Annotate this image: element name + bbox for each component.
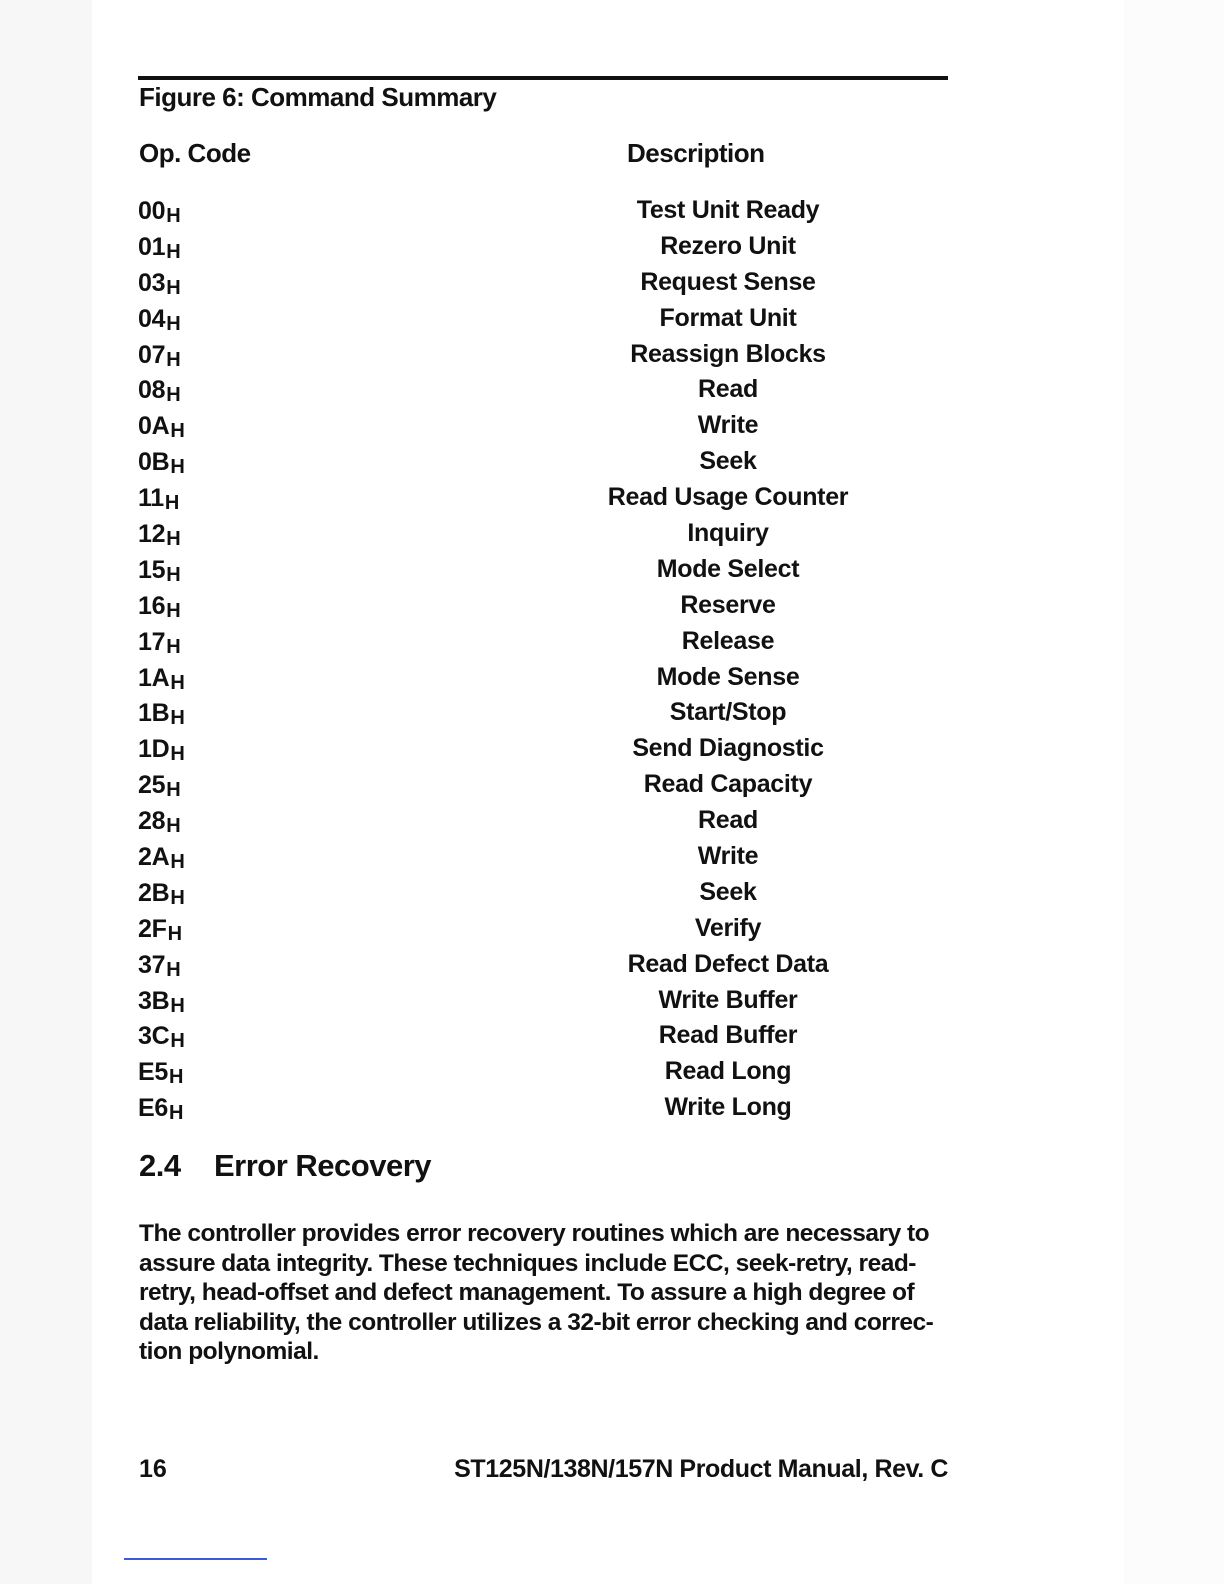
description-cell: Seek	[699, 447, 757, 476]
description-cell: Write	[697, 842, 759, 871]
op-code-cell	[138, 197, 180, 226]
description-cell: Rezero Unit	[660, 231, 796, 260]
op-code-value: 3C	[138, 1022, 170, 1051]
description-cell: Read	[698, 375, 758, 404]
hex-suffix: H	[166, 240, 181, 263]
table-row	[138, 195, 818, 231]
op-code-cell	[138, 735, 185, 764]
description-cell: Seek	[699, 877, 757, 906]
op-code-cell	[138, 556, 180, 585]
op-code-value: 12	[138, 520, 166, 549]
description-cell: Read Usage Counter	[607, 483, 849, 512]
description-cell: Verify	[694, 913, 762, 942]
op-code-value: 25	[138, 771, 166, 800]
table-row	[138, 662, 818, 698]
scan-margin-left	[0, 0, 92, 1584]
op-code-cell	[138, 1094, 183, 1123]
hex-suffix: H	[170, 420, 185, 443]
op-code-cell	[138, 520, 180, 549]
hex-suffix: H	[166, 528, 181, 551]
section-title: Error Recovery	[214, 1148, 432, 1183]
op-code-cell	[138, 1022, 185, 1051]
body-text-line: data reliability, the controller utilizes a 32-bit error checking and correc-	[139, 1308, 934, 1336]
description-cell: Mode Sense	[656, 662, 800, 691]
description-cell: Read Long	[664, 1057, 792, 1086]
table-row	[138, 554, 818, 590]
hex-suffix: H	[166, 205, 181, 227]
description-cell: Reassign Blocks	[630, 339, 826, 368]
op-code-value: 07	[138, 340, 166, 369]
description-cell: Format Unit	[659, 303, 797, 332]
table-row	[138, 626, 818, 662]
op-code-value: 2B	[138, 878, 170, 907]
op-code-cell	[138, 484, 179, 513]
description-cell: Read Buffer	[658, 1021, 798, 1050]
op-code-value: 28	[138, 807, 166, 836]
op-code-cell	[138, 233, 180, 262]
op-code-value: 08	[138, 376, 166, 405]
table-row	[138, 303, 818, 339]
op-code-value: 1D	[138, 735, 170, 764]
section-number: 2.4	[139, 1148, 181, 1183]
op-code-cell	[138, 664, 185, 693]
op-code-cell	[138, 699, 185, 728]
body-text-line: tion polynomial.	[139, 1338, 319, 1365]
section-heading	[139, 1148, 431, 1184]
op-code-cell	[138, 987, 185, 1016]
op-code-value: 04	[138, 304, 166, 333]
op-code-cell	[138, 843, 185, 872]
hex-suffix: H	[170, 994, 185, 1017]
table-row	[138, 446, 818, 482]
hex-suffix: H	[166, 563, 181, 586]
table-row	[138, 518, 818, 554]
table-row	[138, 1092, 818, 1128]
op-code-cell	[138, 341, 180, 370]
section-body-paragraph	[139, 1219, 949, 1367]
description-cell: Mode Select	[656, 554, 800, 583]
table-row	[138, 769, 818, 805]
description-column-header: Description	[627, 138, 765, 168]
table-row	[138, 267, 818, 303]
hex-suffix: H	[166, 276, 181, 299]
table-row	[138, 733, 824, 769]
body-text-line: retry, head-offset and defect management. To assure a high degree of	[139, 1279, 915, 1306]
table-row	[138, 949, 829, 985]
hex-suffix: H	[167, 922, 182, 945]
hex-suffix: H	[170, 671, 185, 694]
op-code-cell	[138, 305, 180, 334]
manual-title: ST125N/138N/157N Product Manual, Rev. C	[454, 1455, 948, 1483]
hex-suffix: H	[168, 1102, 184, 1125]
op-code-cell	[138, 879, 185, 908]
op-code-value: 03	[138, 268, 166, 297]
op-code-value: 2F	[138, 914, 167, 943]
description-cell: Read	[698, 806, 758, 835]
op-code-value: 0B	[138, 448, 170, 477]
description-cell: Start/Stop	[669, 698, 787, 727]
op-code-cell	[138, 771, 180, 800]
table-row	[138, 985, 818, 1021]
op-code-value: 11	[138, 484, 164, 513]
op-code-value: E6	[138, 1094, 168, 1123]
hex-suffix: H	[166, 779, 181, 802]
op-code-value: 0A	[138, 412, 170, 441]
table-row	[138, 913, 818, 949]
op-code-column-header: Op. Code	[139, 138, 251, 168]
description-cell: Request Sense	[640, 267, 816, 296]
op-code-cell	[138, 915, 182, 944]
op-code-cell	[138, 592, 180, 621]
description-cell: Read Capacity	[643, 770, 813, 799]
body-text-line: assure data integrity. These techniques include ECC, seek-retry, read-	[139, 1249, 916, 1277]
table-row	[138, 339, 826, 375]
hex-suffix: H	[168, 1066, 184, 1089]
hex-suffix: H	[166, 312, 181, 335]
table-row	[138, 841, 818, 877]
op-code-value: 15	[138, 555, 166, 584]
hex-suffix: H	[166, 958, 181, 981]
description-cell: Send Diagnostic	[632, 734, 824, 763]
hex-suffix: H	[166, 815, 181, 838]
command-summary-table	[138, 195, 849, 1128]
table-row	[138, 590, 818, 626]
description-cell: Read Defect Data	[627, 949, 829, 978]
description-cell: Reserve	[680, 590, 776, 619]
op-code-value: 16	[138, 591, 166, 620]
hex-suffix: H	[170, 743, 185, 766]
op-code-cell	[138, 448, 185, 477]
table-row	[138, 1056, 818, 1092]
table-row	[138, 374, 818, 410]
scan-margin-right	[1124, 0, 1224, 1584]
hex-suffix: H	[166, 348, 181, 371]
op-code-value: 37	[138, 950, 166, 979]
description-cell: Release	[681, 626, 775, 655]
table-row	[138, 1020, 818, 1056]
op-code-cell	[138, 269, 180, 298]
description-cell: Write	[697, 411, 759, 440]
figure-top-rule	[138, 76, 948, 80]
hex-suffix: H	[166, 635, 181, 658]
hex-suffix: H	[170, 1030, 185, 1053]
op-code-cell	[138, 628, 180, 657]
op-code-value: 2A	[138, 843, 170, 872]
op-code-value: 00	[138, 197, 166, 225]
op-code-value: 1A	[138, 663, 170, 692]
table-row	[138, 410, 818, 446]
description-cell: Write Buffer	[658, 985, 798, 1014]
bottom-blue-underline	[124, 1558, 267, 1560]
op-code-value: 1B	[138, 699, 170, 728]
page-number: 16	[139, 1455, 167, 1483]
op-code-cell	[138, 376, 180, 405]
hex-suffix: H	[170, 456, 185, 479]
hex-suffix: H	[170, 707, 185, 730]
op-code-cell	[138, 1058, 183, 1087]
op-code-cell	[138, 412, 185, 441]
op-code-value: 17	[138, 627, 166, 656]
figure-title: Figure 6: Command Summary	[139, 82, 497, 112]
table-row	[138, 697, 818, 733]
table-row	[138, 231, 818, 267]
description-cell: Write Long	[664, 1093, 792, 1122]
hex-suffix: H	[170, 851, 185, 874]
description-cell: Inquiry	[687, 519, 769, 548]
table-row	[138, 482, 849, 518]
description-cell: Test Unit Ready	[636, 196, 820, 224]
hex-suffix: H	[166, 599, 181, 622]
table-row	[138, 805, 818, 841]
op-code-value: 01	[138, 232, 166, 261]
op-code-cell	[138, 951, 180, 980]
table-row	[138, 877, 818, 913]
hex-suffix: H	[170, 886, 185, 909]
op-code-value: 3B	[138, 986, 170, 1015]
body-text-line: The controller provides error recovery routines which are necessary to	[139, 1220, 930, 1247]
hex-suffix: H	[166, 384, 181, 407]
hex-suffix: H	[164, 492, 179, 515]
op-code-cell	[138, 807, 180, 836]
op-code-value: E5	[138, 1058, 168, 1087]
